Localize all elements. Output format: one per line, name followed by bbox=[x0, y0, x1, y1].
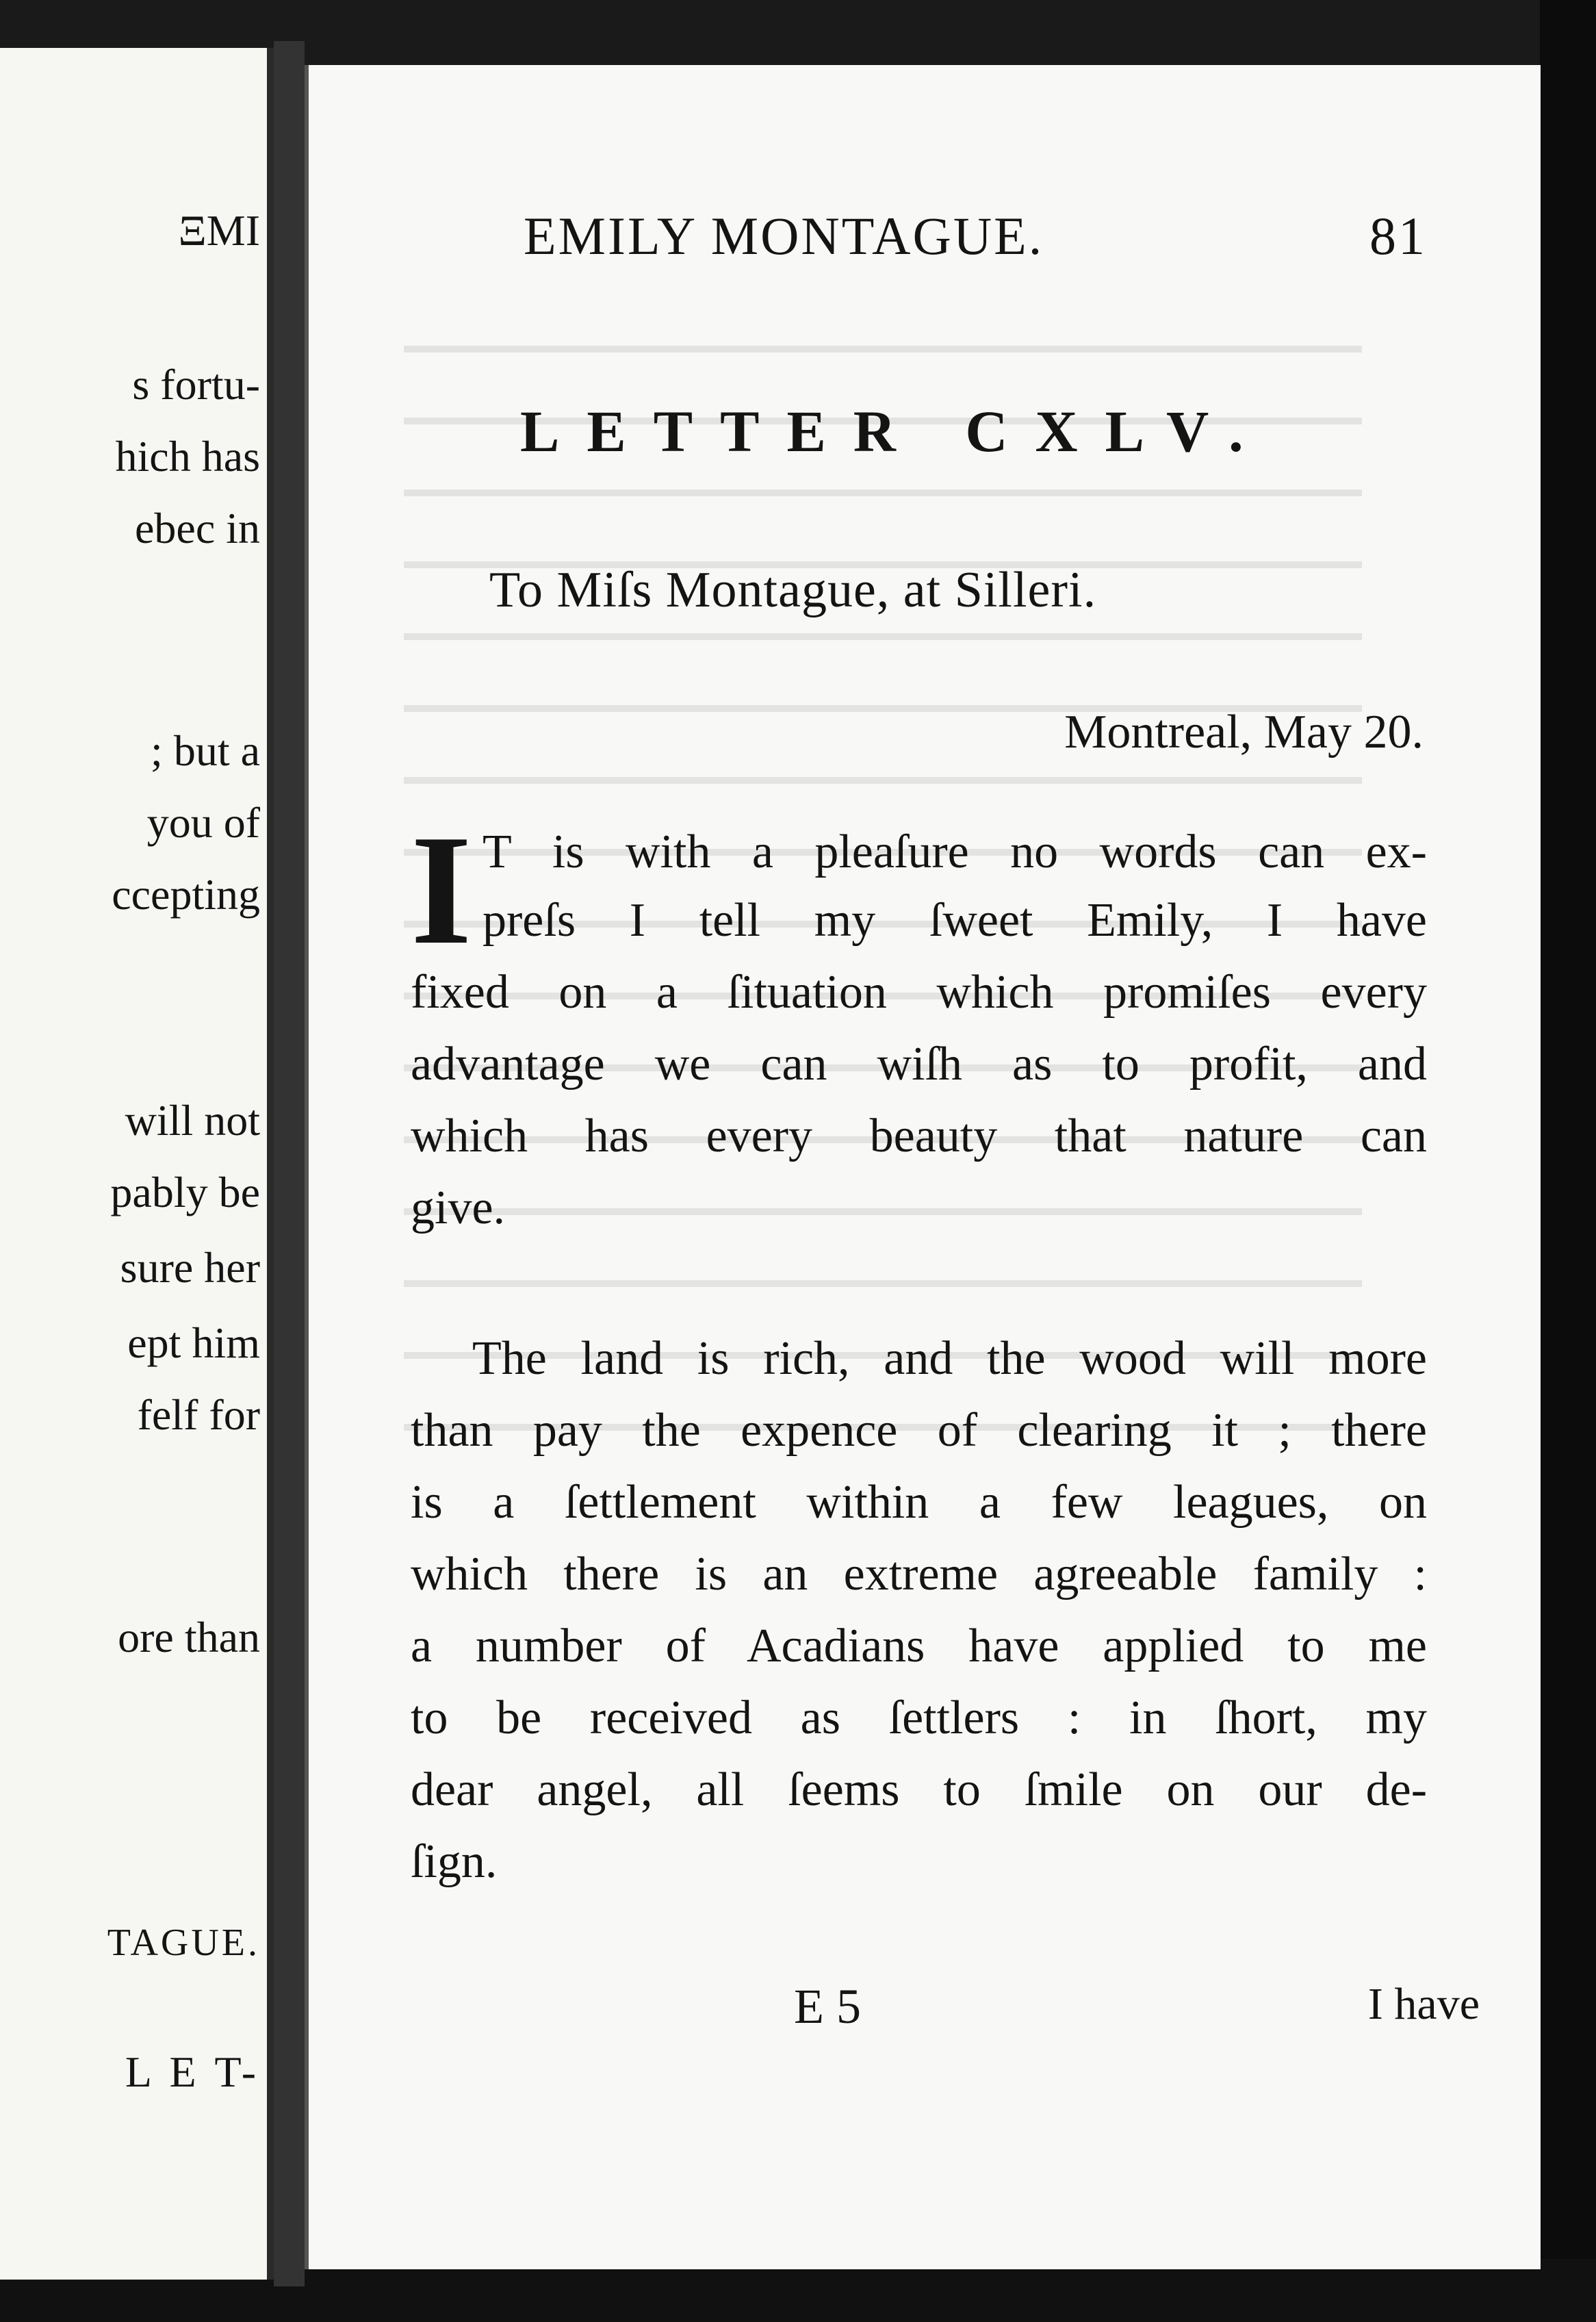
facing-page-line: pably be bbox=[110, 1168, 260, 1216]
facing-page-line: s fortu- bbox=[132, 360, 260, 409]
letter-dateline: Montreal, May 20. bbox=[1064, 706, 1424, 758]
letter-salutation: To Miſs Montague, at Silleri. bbox=[489, 562, 1097, 618]
body-line: a number of Acadians have applied to me bbox=[411, 1620, 1427, 1672]
body-line: T is with a pleaſure no words can ex- bbox=[482, 826, 1427, 878]
facing-page-line: sure her bbox=[120, 1243, 260, 1292]
facing-page-line: felf for bbox=[137, 1390, 260, 1439]
running-head-title: EMILY MONTAGUE. bbox=[524, 206, 1044, 266]
facing-page-line: ebec in bbox=[135, 504, 260, 552]
drop-cap: I bbox=[411, 802, 472, 977]
facing-page-line: you of bbox=[146, 798, 260, 847]
facing-page-line: ccepting bbox=[112, 870, 260, 919]
catchword: I have bbox=[1367, 1979, 1480, 2029]
body-line: The land is rich, and the wood will more bbox=[472, 1332, 1427, 1385]
body-line: preſs I tell my ſweet Emily, I have bbox=[482, 894, 1427, 947]
page-number: 81 bbox=[1369, 206, 1427, 266]
book-gutter bbox=[274, 41, 305, 2286]
facing-page bbox=[0, 48, 274, 2280]
signature-mark: E 5 bbox=[794, 1979, 861, 2034]
facing-page-line: ept him bbox=[127, 1318, 260, 1367]
scanner-edge-right bbox=[1540, 0, 1596, 2322]
body-line: to be received as ſettlers : in ſhort, my bbox=[411, 1692, 1427, 1744]
letter-heading: LETTER CXLV. bbox=[520, 398, 1271, 464]
body-line: advantage we can wiſh as to profit, and bbox=[411, 1038, 1427, 1090]
body-line: is a ſettlement within a few leagues, on bbox=[411, 1476, 1427, 1529]
facing-page-line: ore than bbox=[118, 1613, 260, 1661]
body-line: dear angel, all ſeems to ſmile on our de- bbox=[411, 1763, 1427, 1816]
facing-page-line: will not bbox=[125, 1096, 260, 1145]
body-line: which has every beauty that nature can bbox=[411, 1110, 1427, 1162]
facing-page-line: hich has bbox=[115, 432, 260, 481]
body-line: than pay the expence of clearing it ; there bbox=[411, 1404, 1427, 1457]
body-line: which there is an extreme agreeable family : bbox=[411, 1548, 1427, 1600]
facing-page-line: ; but a bbox=[151, 726, 260, 775]
body-line: give. bbox=[411, 1182, 506, 1234]
facing-page-line: L E T- bbox=[125, 2047, 260, 2096]
body-line: fixed on a ſituation which promiſes every bbox=[411, 966, 1427, 1019]
body-line: ſign. bbox=[411, 1835, 498, 1888]
running-head bbox=[524, 205, 1427, 267]
facing-page-line: ΞMI bbox=[178, 206, 260, 255]
facing-page-line: TAGUE. bbox=[107, 1922, 260, 1964]
